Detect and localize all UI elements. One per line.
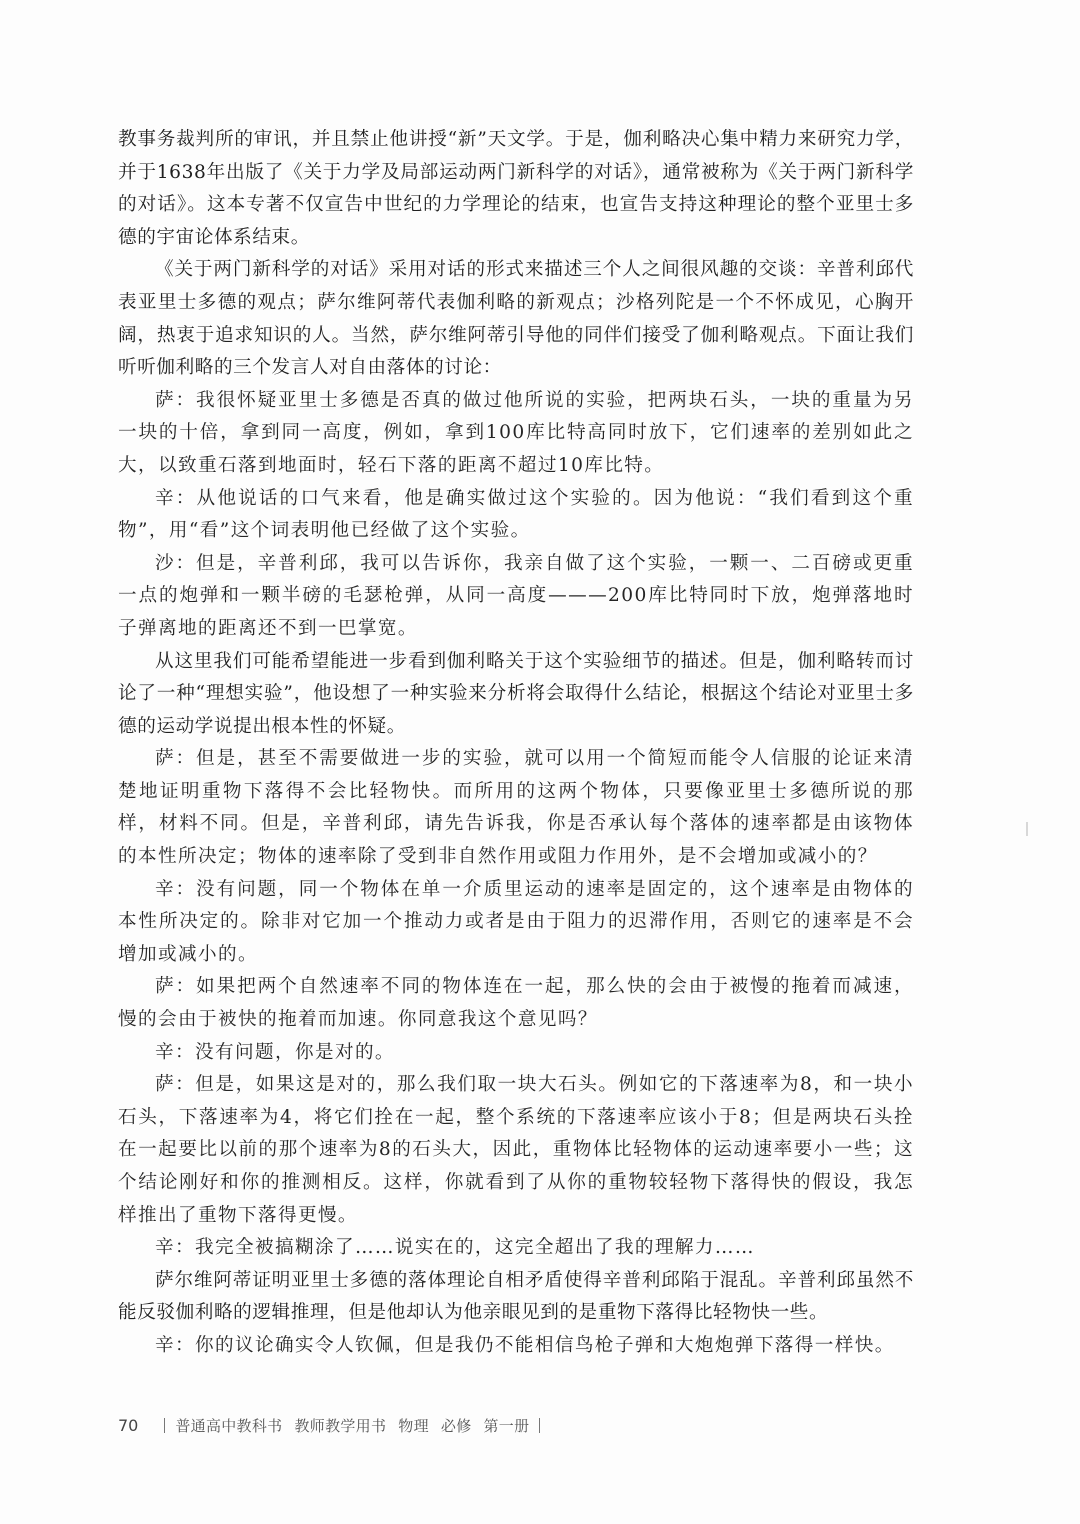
footer-course: 必修 bbox=[440, 1416, 472, 1435]
dialogue-line-sa-2: 萨：但是，甚至不需要做进一步的实验，就可以用一个简短而能令人信服的论证来清楚地证明重物下落得不会比轻物快。而所用的这两个物体，只要像亚里士多德所说的那样，材料不同。但是，辛普利邱，请先告诉我，你是否承认每个落体的速率都是由该物体的本性所决定；物体的速率除了受到非自然作用或阻力作用外，是不会增加或减小的？ bbox=[118, 748, 914, 868]
dialogue-line-sa-3: 萨：如果把两个自然速率不同的物体连在一起，那么快的会由于被慢的拖着而减速，慢的会由于被快的拖着而加速。你同意我这个意见吗？ bbox=[118, 976, 914, 1031]
page-number: 70 bbox=[118, 1415, 139, 1435]
footer-series: 普通高中教科书 bbox=[175, 1416, 283, 1435]
dialogue-line-sha-1: 沙：但是，辛普利邱，我可以告诉你，我亲自做了这个实验，一颗一、二百磅或更重一点的炮弹和一颗半磅的毛瑟枪弹，从同一高度———200库比特同时下放，炮弹落地时子弹离地的距离还不到一巴掌宽。 bbox=[118, 552, 914, 639]
scan-edge-mark bbox=[1026, 822, 1028, 836]
footer-divider-end bbox=[539, 1418, 540, 1433]
dialogue-line-sa-4: 萨：但是，如果这是对的，那么我们取一块大石头。例如它的下落速率为8，和一块小石头，下落速率为4，将它们拴在一起，整个系统的下落速率应该小于8；但是两块石头拴在一起要比以前的那个速率为8的石头大，因此，重物体比轻物体的运动速率要小一些；这个结论刚好和你的推测相反。这样，你就看到了从你的重物较轻物下落得快的假设，我怎样推出了重物下落得更慢。 bbox=[118, 1074, 914, 1226]
dialogue-line-xin-4: 辛：我完全被搞糊涂了……说实在的，这完全超出了我的理解力…… bbox=[155, 1237, 755, 1259]
paragraph-conclusion: 萨尔维阿蒂证明亚里士多德的落体理论自相矛盾使得辛普利邱陷于混乱。辛普利邱虽然不能反驳伽利略的逻辑推理，但是他却认为他亲眼见到的是重物下落得比轻物快一些。 bbox=[118, 1269, 914, 1324]
dialogue-line-xin-1: 辛：从他说话的口气来看，他是确实做过这个实验的。因为他说：“我们看到这个重物”，用“看”这个词表明他已经做了这个实验。 bbox=[118, 487, 914, 542]
paragraph-dialogue-description: 《关于两门新科学的对话》采用对话的形式来描述三个人之间很风趣的交谈：辛普利邱代表亚里士多德的观点；萨尔维阿蒂代表伽利略的新观点；沙格列陀是一个不怀成见，心胸开阔，热衷于追求知识的人。当然，萨尔维阿蒂引导他的同伴们接受了伽利略观点。下面让我们听听伽利略的三个发言人对自由落体的讨论： bbox=[118, 259, 914, 379]
dialogue-line-sa-1: 萨：我很怀疑亚里士多德是否真的做过他所说的实验，把两块石头，一块的重量为另一块的十倍，拿到同一高度，例如，拿到100库比特高同时放下，它们速率的差别如此之大，以致重石落到地面时，轻石下落的距离不超过10库比特。 bbox=[118, 389, 914, 476]
page-footer bbox=[118, 1413, 550, 1437]
footer-book-type: 教师教学用书 bbox=[294, 1416, 387, 1435]
dialogue-line-xin-5: 辛：你的议论确实令人钦佩，但是我仍不能相信鸟枪子弹和大炮炮弹下落得一样快。 bbox=[155, 1334, 895, 1356]
paragraph-ideal-experiment: 从这里我们可能希望能进一步看到伽利略关于这个实验细节的描述。但是，伽利略转而讨论了一种“理想实验”，他设想了一种实验来分析将会取得什么结论，根据这个结论对亚里士多德的运动学说提出根本性的怀疑。 bbox=[118, 650, 914, 737]
footer-divider bbox=[164, 1418, 165, 1433]
footer-subject: 物理 bbox=[398, 1416, 429, 1435]
dialogue-line-xin-2: 辛：没有问题，同一个物体在单一介质里运动的速率是固定的，这个速率是由物体的本性所决定的。除非对它加一个推动力或者是由于阻力的迟滞作用，否则它的速率是不会增加或减小的。 bbox=[118, 878, 914, 965]
paragraph-intro: 教事务裁判所的审讯，并且禁止他讲授“新”天文学。于是，伽利略决心集中精力来研究力学，并于1638年出版了《关于力学及局部运动两门新科学的对话》，通常被称为《关于两门新科学的对话》。这本专著不仅宣告中世纪的力学理论的结束，也宣告支持这种理论的整个亚里士多德的宇宙论体系结束。 bbox=[118, 129, 914, 248]
footer-volume: 第一册 bbox=[483, 1416, 530, 1435]
page-body bbox=[118, 124, 914, 1363]
dialogue-line-xin-3: 辛：没有问题，你是对的。 bbox=[155, 1041, 395, 1063]
